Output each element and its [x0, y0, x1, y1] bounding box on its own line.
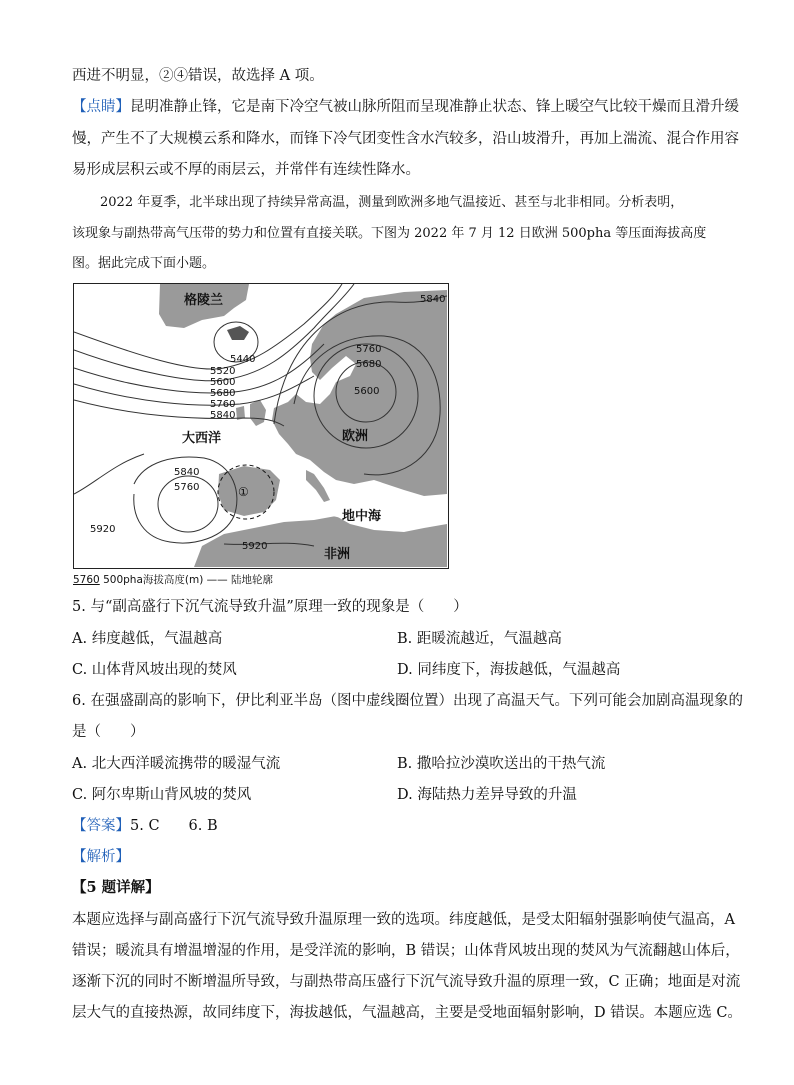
contour-label: 5520	[210, 366, 236, 377]
contour-label: 5680	[356, 359, 382, 370]
map-legend	[73, 572, 273, 587]
detail-line: 错误；暖流具有增温增湿的作用，是受洋流的影响，B 错误；山体背风坡出现的焚风为气流翻越山体后，	[72, 943, 740, 959]
dianjing-tag: 【点睛】	[72, 99, 130, 115]
q5-option-d: D. 同纬度下，海拔越低，气温越高	[397, 662, 621, 678]
question-6-cont: 是（ ）	[72, 724, 145, 740]
q5-option-a: A. 纬度越低，气温越高	[72, 631, 223, 647]
label-mediterranean: 地中海	[342, 509, 382, 524]
map-svg	[74, 284, 447, 567]
contour-label: 5600	[210, 377, 236, 388]
contour-label: 5920	[90, 524, 116, 535]
detail-line: 层大气的直接热源，故同纬度下，海拔越低，气温越高，主要是受地面辐射影响，D 错误。本题应选 C。	[72, 1005, 742, 1021]
passage-line: 该现象与副热带高气压带的势力和位置有直接关联。下图为 2022 年 7 月 12 日欧洲 500pha 等压面海拔高度	[72, 226, 707, 241]
contour-label: 5680	[210, 388, 236, 399]
analysis-line	[72, 847, 722, 867]
label-europe: 欧洲	[342, 429, 369, 444]
q6-option-a: A. 北大西洋暖流携带的暖湿气流	[72, 756, 281, 772]
label-atlantic: 大西洋	[182, 431, 222, 446]
text-line	[72, 97, 739, 117]
q5-option-b: B. 距暖流越近，气温越高	[397, 631, 562, 647]
q5-option-c: C. 山体背风坡出现的焚风	[72, 662, 237, 678]
contour-label: 5920	[242, 541, 268, 552]
contour-label: 5760	[356, 344, 382, 355]
contour-label: 5440	[230, 354, 256, 365]
pressure-map	[73, 283, 449, 569]
detail-line: 逐渐下沉的同时不断增温所导致，与副热带高压盛行下沉气流导致升温的原理一致，C 正确；地面是对流	[72, 974, 741, 990]
legend-sample: 5760	[73, 574, 100, 586]
contour-label: 5840	[174, 467, 200, 478]
detail-line: 本题应选择与副高盛行下沉气流导致升温原理一致的选项。纬度越低，是受太阳辐射强影响使气温高，A	[72, 912, 735, 928]
passage-line: 图。据此完成下面小题。	[72, 256, 216, 271]
label-africa: 非洲	[324, 547, 351, 562]
answer-tag: 【答案】	[72, 818, 130, 834]
contour-label: 5760	[174, 482, 200, 493]
text-line: 慢，产生不了大规模云系和降水，而锋下冷气团变性含水汽较多，沿山坡滑升，再加上湍流、混合作用容	[72, 131, 739, 147]
label-greenland: 格陵兰	[184, 293, 224, 308]
contour-label: 5840	[420, 294, 446, 305]
q6-option-c: C. 阿尔卑斯山背风坡的焚风	[72, 787, 252, 803]
question-5: 5. 与“副高盛行下沉气流导致升温”原理一致的现象是（ ）	[72, 599, 468, 615]
label-circle-marker: ①	[238, 485, 249, 499]
contour-label: 5840	[210, 410, 236, 421]
text-line: 易形成层积云或不厚的雨层云，并常伴有连续性降水。	[72, 162, 420, 178]
contour-label: 5760	[210, 399, 236, 410]
text-line: 西进不明显，②④错误，故选择 A 项。	[72, 68, 324, 84]
answer-line	[72, 816, 722, 836]
analysis-tag: 【解析】	[72, 849, 130, 865]
passage-line: 2022 年夏季，北半球出现了持续异常高温，测量到欧洲多地气温接近、甚至与北非相同。分析表明，	[100, 195, 684, 210]
dianjing-text: 昆明准静止锋，它是南下冷空气被山脉所阻而呈现准静止状态、锋上暖空气比较干燥而且滑升缓	[130, 99, 739, 115]
detail-title: 【5 题详解】	[72, 879, 160, 896]
q6-option-d: D. 海陆热力差异导致的升温	[397, 787, 577, 803]
q6-option-b: B. 撒哈拉沙漠吹送出的干热气流	[397, 756, 606, 772]
contour-label: 5600	[354, 386, 380, 397]
legend-text: 500pha海拔高度(m) —— 陆地轮廓	[103, 574, 273, 586]
question-6: 6. 在强盛副高的影响下，伊比利亚半岛（图中虚线圈位置）出现了高温天气。下列可能会加剧高温现象的	[72, 693, 743, 709]
answer-text: 5. C 6. B	[130, 818, 218, 834]
